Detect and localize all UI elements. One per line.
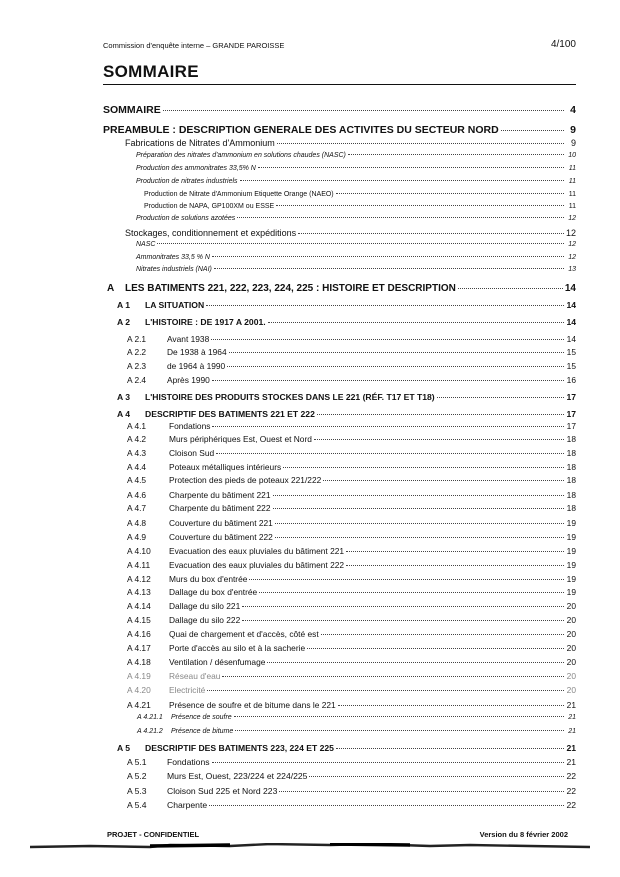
toc-entry-number: A 4.14 (127, 601, 151, 611)
toc-entry-label: Fondations (167, 757, 210, 767)
toc-entry-label: Production de nitrates industriels (136, 178, 238, 185)
toc-entry-number: A 4.13 (127, 587, 151, 597)
toc-dot-leader (267, 662, 564, 663)
toc-entry-number: A 4.16 (127, 629, 151, 639)
toc-entry-label: Dallage du silo 222 (169, 615, 241, 625)
toc-entry-page: 19 (566, 518, 576, 528)
toc-dot-leader (458, 288, 563, 289)
toc-entry-label: Présence de soufre et de bitume dans le 221 (169, 700, 336, 710)
toc-dot-leader (242, 620, 564, 621)
toc-entry-page: 17 (566, 409, 576, 419)
toc-entry-label: de 1964 à 1990 (167, 361, 226, 371)
toc-entry-label: Ammonitrates 33,5 % N (136, 254, 210, 261)
toc-entry[interactable] (117, 317, 576, 327)
toc-dot-leader (212, 256, 564, 257)
toc-entry-page: 12 (568, 254, 576, 261)
toc-entry-page: 18 (566, 503, 576, 513)
toc-entry[interactable] (127, 462, 576, 472)
toc-entry[interactable] (127, 643, 576, 653)
toc-entry-number: A 4.21.1 (137, 714, 163, 721)
toc-entry-page: 20 (566, 685, 576, 695)
toc-entry-number: A 4.2 (127, 434, 147, 444)
toc-entry-label: Présence de soufre (171, 714, 232, 721)
toc-entry-page: 18 (566, 490, 576, 500)
toc-dot-leader (283, 467, 564, 468)
toc-entry-page: 16 (566, 375, 576, 385)
toc-entry-page: 18 (566, 462, 576, 472)
toc-entry-page: 21 (566, 743, 576, 753)
toc-entry[interactable] (127, 601, 576, 611)
toc-entry[interactable] (136, 254, 576, 261)
toc-entry-page: 20 (566, 671, 576, 681)
toc-dot-leader (242, 606, 564, 607)
toc-entry-label: Production de solutions azotées (136, 215, 236, 222)
toc-entry-number: A 4.21 (127, 700, 151, 710)
toc-entry-label: Fondations (169, 421, 211, 431)
toc-entry[interactable] (144, 203, 576, 210)
toc-entry[interactable] (117, 392, 576, 402)
toc-entry[interactable] (137, 728, 576, 735)
toc-dot-leader (227, 366, 564, 367)
toc-entry-label: Couverture du bâtiment 221 (169, 518, 273, 528)
toc-entry[interactable] (127, 685, 576, 695)
toc-dot-leader (321, 634, 564, 635)
toc-entry[interactable] (117, 743, 576, 753)
toc-entry[interactable] (127, 448, 576, 458)
toc-dot-leader (212, 762, 564, 763)
toc-dot-leader (163, 110, 564, 111)
toc-dot-leader (275, 523, 564, 524)
toc-entry-number: A 4.5 (127, 475, 147, 485)
toc-entry-label: PREAMBULE : DESCRIPTION GENERALE DES ACTIVITES DU SECTEUR NORD (103, 124, 499, 136)
toc-entry-label: Réseau d'eau (169, 671, 221, 681)
toc-entry[interactable] (136, 266, 576, 273)
toc-dot-leader (268, 322, 564, 323)
toc-dot-leader (209, 805, 564, 806)
toc-entry-label: Poteaux métalliques intérieurs (169, 462, 282, 472)
toc-entry-page: 19 (566, 587, 576, 597)
toc-entry-label: Charpente (167, 800, 208, 810)
toc-entry-number: A 4.9 (127, 532, 147, 542)
toc-entry[interactable] (127, 475, 576, 485)
page-title: SOMMAIRE (103, 62, 199, 81)
toc-entry[interactable] (127, 671, 576, 681)
toc-entry-label: Nitrates industriels (NAI) (136, 266, 212, 273)
toc-entry-label: Après 1990 (167, 375, 210, 385)
toc-entry[interactable] (127, 700, 576, 710)
toc-entry[interactable] (127, 786, 576, 796)
toc-entry-label: Dallage du box d'entrée (169, 587, 258, 597)
toc-entry-label: Charpente du bâtiment 221 (169, 490, 271, 500)
toc-entry-label: Présence de bitume (171, 728, 234, 735)
scan-artifact-line (30, 843, 590, 849)
toc-dot-leader (206, 305, 564, 306)
toc-entry-label: Cloison Sud 225 et Nord 223 (167, 786, 278, 796)
toc-dot-leader (346, 551, 564, 552)
toc-entry[interactable] (125, 138, 576, 148)
toc-entry-number: A 4.1 (127, 421, 147, 431)
toc-entry-label: DESCRIPTIF DES BATIMENTS 221 ET 222 (145, 409, 315, 419)
toc-entry-label: Production des ammonitrates 33,5% N (136, 165, 256, 172)
toc-entry[interactable] (127, 434, 576, 444)
toc-dot-leader (249, 579, 564, 580)
toc-entry-number: A 1 (117, 300, 131, 310)
toc-entry-label: LES BATIMENTS 221, 222, 223, 224, 225 : HISTOIRE ET DESCRIPTION (125, 283, 456, 294)
toc-entry-page: 22 (566, 800, 576, 810)
toc-entry-number: A 2 (117, 317, 131, 327)
toc-dot-leader (348, 154, 564, 155)
toc-entry-number: A 4.19 (127, 671, 151, 681)
toc-entry-page: 10 (568, 152, 576, 159)
toc-dot-leader (237, 217, 564, 218)
toc-entry-page: 22 (566, 786, 576, 796)
toc-dot-leader (307, 648, 564, 649)
toc-entry[interactable] (136, 241, 576, 248)
toc-entry-page: 20 (566, 643, 576, 653)
toc-entry-label: Couverture du bâtiment 222 (169, 532, 273, 542)
toc-dot-leader (214, 268, 564, 269)
toc-entry-page: 19 (566, 560, 576, 570)
toc-entry-page: 12 (568, 215, 576, 222)
toc-entry-page: 20 (566, 615, 576, 625)
toc-entry-label: Dallage du silo 221 (169, 601, 241, 611)
toc-entry-page: 18 (566, 475, 576, 485)
footer-right: Version du 8 février 2002 (479, 830, 568, 839)
toc-entry-number: A 4.18 (127, 657, 151, 667)
toc-entry[interactable] (127, 490, 576, 500)
toc-dot-leader (346, 565, 564, 566)
toc-entry-page: 18 (566, 448, 576, 458)
toc-entry-page: 19 (566, 574, 576, 584)
toc-entry-label: DESCRIPTIF DES BATIMENTS 223, 224 ET 225 (145, 743, 334, 753)
toc-dot-leader (275, 537, 564, 538)
toc-entry[interactable] (136, 165, 576, 172)
toc-entry-label: Electricité (169, 685, 206, 695)
toc-dot-leader (212, 426, 564, 427)
toc-entry[interactable] (127, 560, 576, 570)
toc-entry-number: A 4.21.2 (137, 728, 163, 735)
toc-dot-leader (314, 439, 564, 440)
toc-entry-number: A 5.4 (127, 800, 147, 810)
toc-entry-label: Murs périphériques Est, Ouest et Nord (169, 434, 312, 444)
toc-entry-label: L'HISTOIRE : DE 1917 A 2001. (145, 317, 266, 327)
toc-entry-label: Protection des pieds de poteaux 221/222 (169, 475, 322, 485)
toc-entry-page: 15 (566, 347, 576, 357)
toc-dot-leader (276, 205, 564, 206)
toc-dot-leader (222, 676, 564, 677)
toc-entry-number: A 4.15 (127, 615, 151, 625)
toc-dot-leader (234, 716, 564, 717)
toc-entry[interactable] (127, 518, 576, 528)
toc-entry[interactable] (107, 283, 576, 294)
toc-entry-page: 20 (566, 601, 576, 611)
toc-dot-leader (338, 705, 564, 706)
toc-entry-label: Porte d'accès au silo et à la sacherie (169, 643, 306, 653)
toc-entry-label: Murs du box d'entrée (169, 574, 248, 584)
toc-dot-leader (157, 243, 564, 244)
toc-dot-leader (273, 495, 564, 496)
toc-entry-number: A 4.6 (127, 490, 147, 500)
toc-entry-page: 21 (568, 728, 576, 735)
toc-entry-page: 14 (566, 317, 576, 327)
toc-entry[interactable] (137, 714, 576, 721)
toc-entry-number: A 4.3 (127, 448, 147, 458)
toc-entry-number: A 4.17 (127, 643, 151, 653)
toc-entry-label: De 1938 à 1964 (167, 347, 227, 357)
toc-entry-label: Murs Est, Ouest, 223/224 et 224/225 (167, 771, 308, 781)
toc-entry-page: 20 (566, 629, 576, 639)
toc-entry-page: 19 (566, 532, 576, 542)
toc-dot-leader (277, 143, 564, 144)
toc-dot-leader (309, 776, 564, 777)
toc-entry-number: A 4.4 (127, 462, 147, 472)
toc-entry-label: Quai de chargement et d'accès, côté est (169, 629, 319, 639)
toc-dot-leader (240, 180, 564, 181)
toc-entry-page: 21 (566, 700, 576, 710)
toc-entry-page: 14 (566, 300, 576, 310)
toc-entry-number: A (107, 283, 115, 294)
toc-entry-page: 11 (568, 165, 576, 172)
toc-entry[interactable] (136, 152, 576, 159)
toc-entry-number: A 2.3 (127, 361, 147, 371)
toc-entry-number: A 5.1 (127, 757, 147, 767)
toc-entry-label: Evacuation des eaux pluviales du bâtiment 222 (169, 560, 345, 570)
toc-dot-leader (323, 480, 564, 481)
toc-entry[interactable] (117, 409, 576, 419)
toc-dot-leader (298, 233, 564, 234)
toc-entry-label: SOMMAIRE (103, 104, 161, 116)
toc-entry-page: 18 (566, 434, 576, 444)
toc-dot-leader (437, 397, 564, 398)
toc-dot-leader (273, 508, 564, 509)
toc-entry[interactable] (127, 757, 576, 767)
toc-entry-page: 19 (566, 546, 576, 556)
toc-entry-label: Cloison Sud (169, 448, 215, 458)
toc-entry-label: NASC (136, 241, 156, 248)
toc-entry-number: A 4.7 (127, 503, 147, 513)
toc-entry-page: 9 (570, 138, 576, 148)
toc-entry[interactable] (127, 657, 576, 667)
toc-dot-leader (259, 592, 564, 593)
toc-dot-leader (235, 730, 564, 731)
toc-entry-page: 15 (566, 361, 576, 371)
toc-entry[interactable] (103, 124, 576, 136)
toc-entry-page: 17 (566, 392, 576, 402)
toc-entry[interactable] (127, 503, 576, 513)
page-number: 4/100 (550, 39, 576, 50)
toc-entry-label: Production de NAPA, GP100XM ou ESSE (144, 203, 275, 210)
toc-entry-number: A 4.20 (127, 685, 151, 695)
toc-entry-label: Production de Nitrate d'Ammonium Etiquette Orange (NAEO) (144, 191, 334, 198)
footer-left: PROJET - CONFIDENTIEL (107, 830, 200, 839)
toc-entry-page: 17 (566, 421, 576, 431)
toc-entry[interactable] (127, 361, 576, 371)
toc-entry[interactable] (125, 228, 576, 238)
toc-entry-number: A 2.1 (127, 334, 147, 344)
toc-entry-page: 20 (566, 657, 576, 667)
toc-dot-leader (336, 748, 564, 749)
toc-entry-number: A 4.12 (127, 574, 151, 584)
toc-entry-page: 21 (568, 714, 576, 721)
page-header-left: Commission d'enquête interne – GRANDE PAROISSE (103, 41, 285, 50)
toc-entry-label: Ventilation / désenfumage (169, 657, 266, 667)
toc-entry-number: A 4 (117, 409, 131, 419)
toc-dot-leader (336, 193, 564, 194)
toc-entry-number: A 4.10 (127, 546, 151, 556)
toc-entry[interactable] (103, 104, 576, 116)
toc-entry-page: 12 (568, 241, 576, 248)
toc-entry-label: Charpente du bâtiment 222 (169, 503, 271, 513)
toc-dot-leader (207, 690, 564, 691)
toc-entry-number: A 2.2 (127, 347, 147, 357)
toc-entry[interactable] (127, 629, 576, 639)
toc-entry-page: 14 (564, 283, 576, 294)
toc-entry[interactable] (127, 800, 576, 810)
toc-dot-leader (211, 339, 564, 340)
toc-entry[interactable] (127, 421, 576, 431)
toc-entry-page: 12 (565, 228, 576, 238)
toc-entry-page: 4 (570, 104, 576, 116)
toc-entry[interactable] (136, 178, 576, 185)
toc-entry-label: LA SITUATION (145, 300, 205, 310)
toc-entry-page: 11 (568, 178, 576, 185)
toc-entry-page: 13 (568, 266, 576, 273)
toc-entry[interactable] (127, 347, 576, 357)
toc-entry-label: Evacuation des eaux pluviales du bâtiment 221 (169, 546, 345, 556)
toc-entry-page: 14 (566, 334, 576, 344)
toc-entry-page: 11 (568, 191, 576, 198)
toc-dot-leader (501, 130, 564, 131)
toc-dot-leader (258, 167, 564, 168)
toc-entry[interactable] (144, 191, 576, 198)
toc-entry-page: 11 (568, 203, 576, 210)
toc-entry-number: A 2.4 (127, 375, 147, 385)
toc-dot-leader (317, 414, 564, 415)
toc-entry-page: 21 (566, 757, 576, 767)
toc-entry-page: 22 (566, 771, 576, 781)
toc-entry[interactable] (127, 334, 576, 344)
toc-entry[interactable] (127, 532, 576, 542)
toc-dot-leader (279, 791, 564, 792)
toc-entry-number: A 4.8 (127, 518, 147, 528)
toc-entry[interactable] (127, 587, 576, 597)
toc-entry[interactable] (127, 375, 576, 385)
toc-entry-number: A 3 (117, 392, 131, 402)
toc-dot-leader (212, 380, 564, 381)
toc-entry-label: Stockages, conditionnement et expéditions (125, 228, 297, 238)
toc-entry-number: A 5 (117, 743, 131, 753)
toc-entry-page: 9 (570, 124, 576, 136)
toc-entry-number: A 4.11 (127, 560, 151, 570)
toc-dot-leader (229, 352, 564, 353)
toc-entry-label: Préparation des nitrates d'ammonium en solutions chaudes (NASC) (136, 152, 346, 159)
toc-dot-leader (216, 453, 564, 454)
toc-entry-label: Fabrications de Nitrates d'Ammonium (125, 138, 275, 148)
toc-entry[interactable] (127, 546, 576, 556)
toc-entry-number: A 5.3 (127, 786, 147, 796)
toc-entry[interactable] (127, 771, 576, 781)
toc-entry[interactable] (136, 215, 576, 222)
toc-entry-label: L'HISTOIRE DES PRODUITS STOCKES DANS LE 221 (RÉF. T17 ET T18) (145, 392, 435, 402)
toc-entry-number: A 5.2 (127, 771, 147, 781)
toc-entry-label: Avant 1938 (167, 334, 210, 344)
toc-entry[interactable] (127, 574, 576, 584)
toc-entry[interactable] (127, 615, 576, 625)
toc-entry[interactable] (117, 300, 576, 310)
